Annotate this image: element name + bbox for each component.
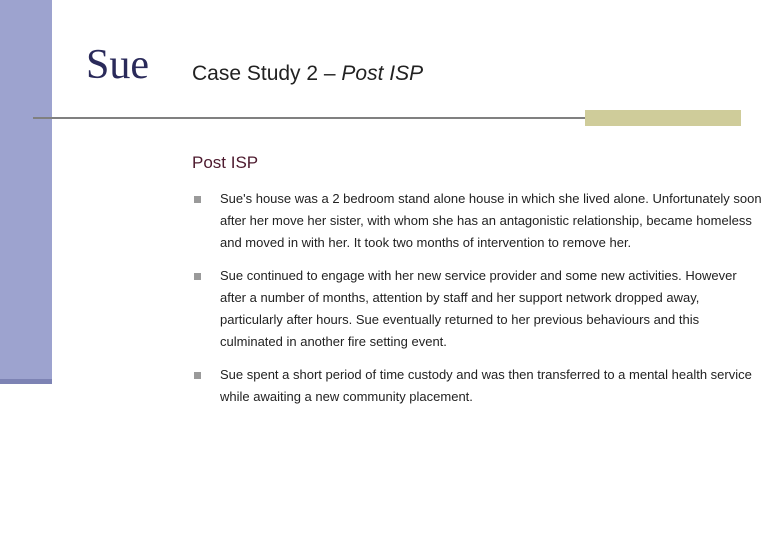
bullet-item	[192, 188, 762, 254]
slide-title-italic: Post ISP	[341, 62, 424, 85]
square-bullet-icon	[194, 196, 201, 203]
bullet-text: Sue's house was a 2 bedroom stand alone house in which she lived alone. Unfortunately soon after her move her sister, with whom she has an antagonistic relationship, became homeless and moved in with her. It took two months of intervention to remove her.	[220, 191, 762, 250]
side-bar-edge	[0, 379, 52, 384]
bullet-text: Sue continued to engage with her new service provider and some new activities. However after a number of months, attention by staff and her support network dropped away, particularly after hours. Sue eventually returned to her previous behaviours and this culminated in another fire setting event.	[220, 268, 737, 349]
square-bullet-icon	[194, 273, 201, 280]
side-label: Sue	[86, 42, 149, 88]
accent-bar	[585, 110, 741, 126]
bullet-list	[192, 188, 762, 419]
bullet-item	[192, 265, 762, 353]
slide-title-main: Case Study 2 –	[192, 62, 342, 85]
square-bullet-icon	[194, 372, 201, 379]
bullet-item	[192, 364, 762, 408]
slide-title	[192, 62, 423, 86]
side-bar	[0, 0, 52, 384]
bullet-text: Sue spent a short period of time custody and was then transferred to a mental health service while awaiting a new community placement.	[220, 367, 752, 404]
section-heading: Post ISP	[192, 153, 259, 172]
